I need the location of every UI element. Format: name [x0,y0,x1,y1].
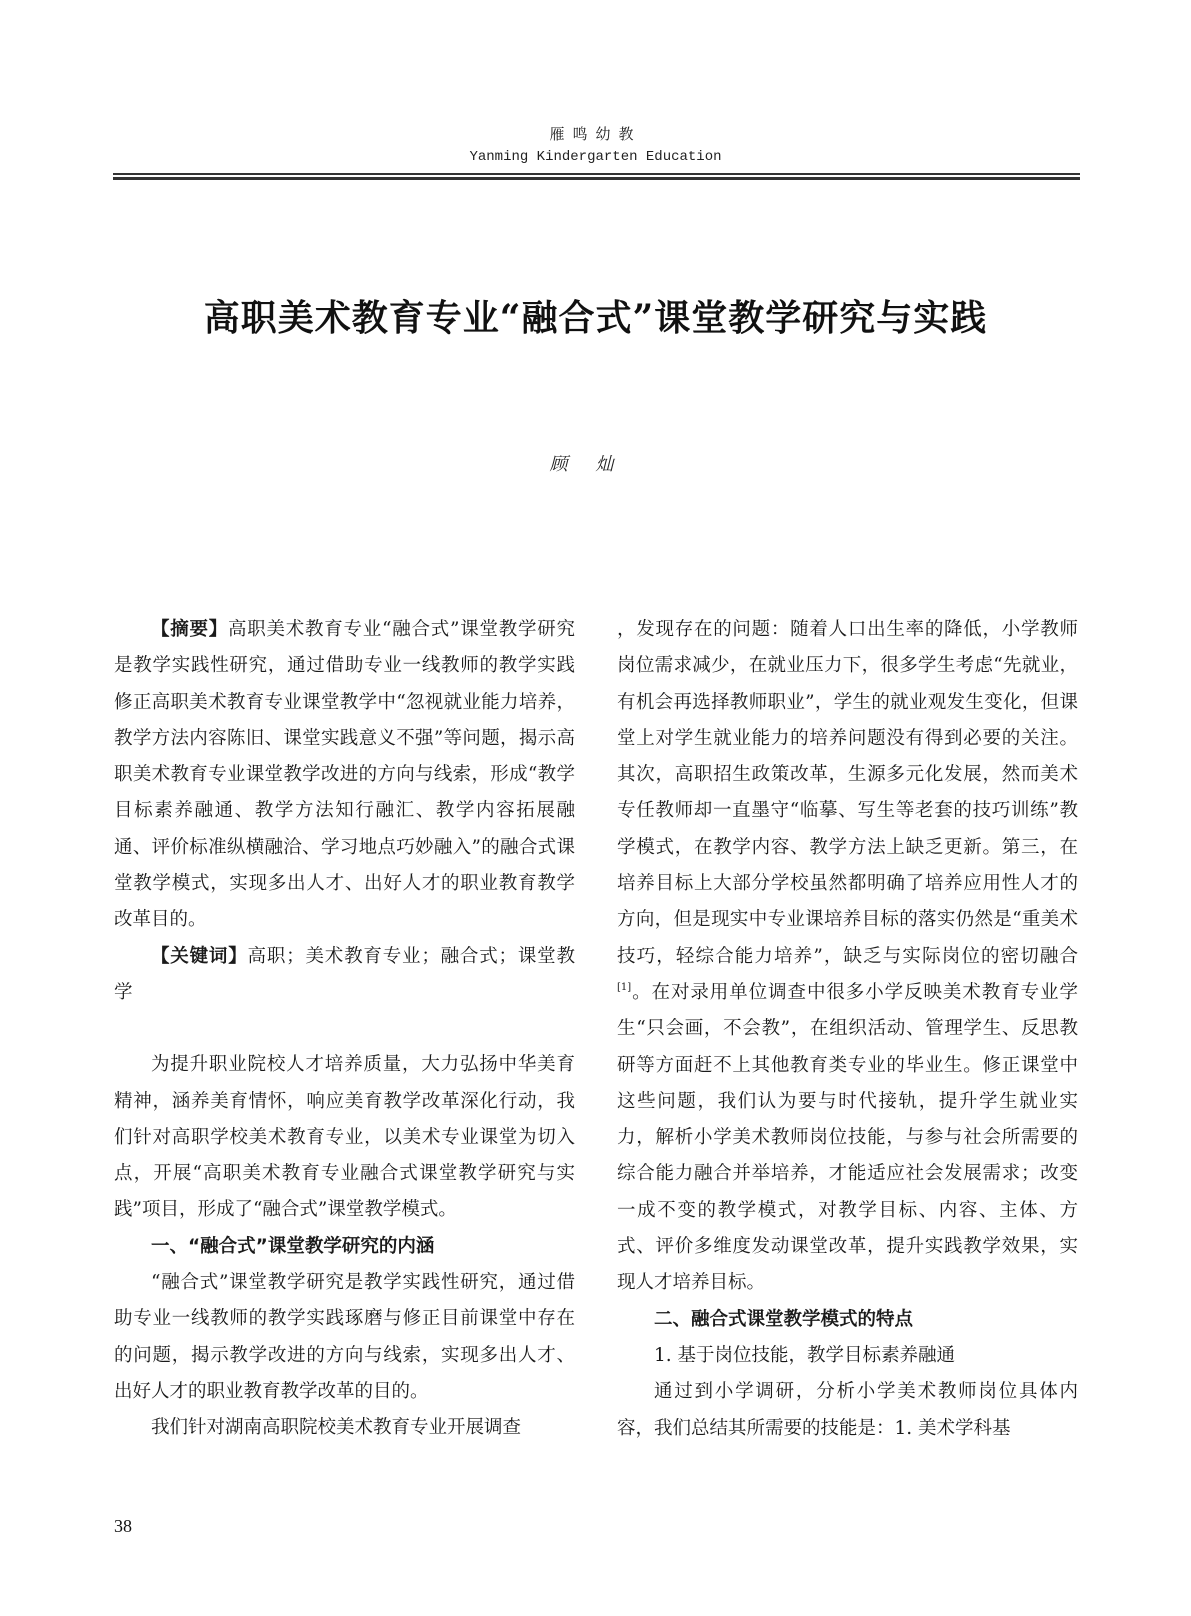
header-rule-thin [113,173,1080,175]
article-author: 顾灿 [549,454,642,475]
left-column [114,612,575,1447]
journal-name-en: Yanming Kindergarten Education [469,149,722,165]
abstract-label: 【摘要】 [151,619,229,640]
keywords-label: 【关键词】 [151,945,248,967]
citation-ref[interactable]: [1] [617,981,632,993]
page-number: 38 [114,1516,132,1536]
section-1-paragraph-1: “融合式”课堂教学研究是教学实践性研究，通过借助专业一线教师的教学实践琢磨与修正目前课堂中存在的问题，揭示教学改进的方向与线索，实现多出人才、出好人才的职业教育教学改革的目的。 [114,1272,575,1402]
section-2-subheading-1: 1. 基于岗位技能，教学目标素养融通 [654,1344,956,1366]
section-1-paragraph-2-cont [617,612,1078,1302]
article-title: 高职美术教育专业“融合式”课堂教学研究与实践 [203,297,988,339]
paragraph-text: ，发现存在的问题：随着人口出生率的降低，小学教师岗位需求减少，在就业压力下，很多学生考虑“先就业，有机会再选择教师职业”，学生的就业观发生变化，但课堂上对学生就业能力的培养问题没有得到必要的关注。其次，高职招生政策改革，生源多元化发展，然而美术专任教师却一直墨守“临摹、写生等老套的技巧训练”教学模式，在教学内容、教学方法上缺乏更新。第三，在培养目标上大部分学校虽然都明确了培养应用性人才的方向，但是现实中专业课培养目标的落实仍然是“重美术技巧，轻综合能力培养”，缺乏与实际岗位的密切融合 [617,619,1078,967]
spacer [114,1011,575,1047]
abstract-text: 高职美术教育专业“融合式”课堂教学研究是教学实践性研究，通过借助专业一线教师的教学实践修正高职美术教育专业课堂教学中“忽视就业能力培养，教学方法内容陈旧、课堂实践意义不强”等问题，揭示高职美术教育专业课堂教学改进的方向与线索，形成“教学目标素养融通、教学方法知行融汇、教学内容拓展融通、评价标准纵横融洽、学习地点巧妙融入”的融合式课堂教学模式，实现多出人才、出好人才的职业教育教学改革目的。 [114,619,575,931]
right-column [617,612,1078,1447]
header-rule-thick [113,177,1080,180]
paragraph-text: 我们针对湖南高职院校美术教育专业开展调查 [151,1417,522,1439]
section-2-heading: 二、融合式课堂教学模式的特点 [654,1308,914,1330]
keywords [114,939,575,1012]
section-2-paragraph-1: 通过到小学调研，分析小学美术教师岗位具体内容，我们总结其所需要的技能是：1. 美术学科基 [617,1381,1078,1439]
running-head [0,124,1191,166]
intro-paragraph: 为提升职业院校人才培养质量，大力弘扬中华美育精神，涵养美育情怀，响应美育教学改革深化行动，我们针对高职学校美术教育专业，以美术专业课堂为切入点，开展“高职美术教育专业融合式课堂教学研究与实践”项目，形成了“融合式”课堂教学模式。 [114,1054,575,1221]
abstract [114,612,575,939]
keywords-text: 高职；美术教育专业；融合式；课堂教学 [114,945,575,1003]
paragraph-text: 。在对录用单位调查中很多小学反映美术教育专业学生“只会画，不会教”，在组织活动、管理学生、反思教研等方面赶不上其他教育类专业的毕业生。修正课堂中这些问题，我们认为要与时代接轨，提升学生就业实力，解析小学美术教师岗位技能，与参与社会所需要的综合能力融合并举培养，才能适应社会发展需求；改变一成不变的教学模式，对教学目标、内容、主体、方式、评价多维度发动课堂改革，提升实践教学效果，实现人才培养目标。 [617,981,1078,1294]
section-1-paragraph-2-start [114,1410,575,1446]
journal-name-cn: 雁鸣幼教 [549,125,642,143]
section-1-heading: 一、“融合式”课堂教学研究的内涵 [151,1235,435,1257]
